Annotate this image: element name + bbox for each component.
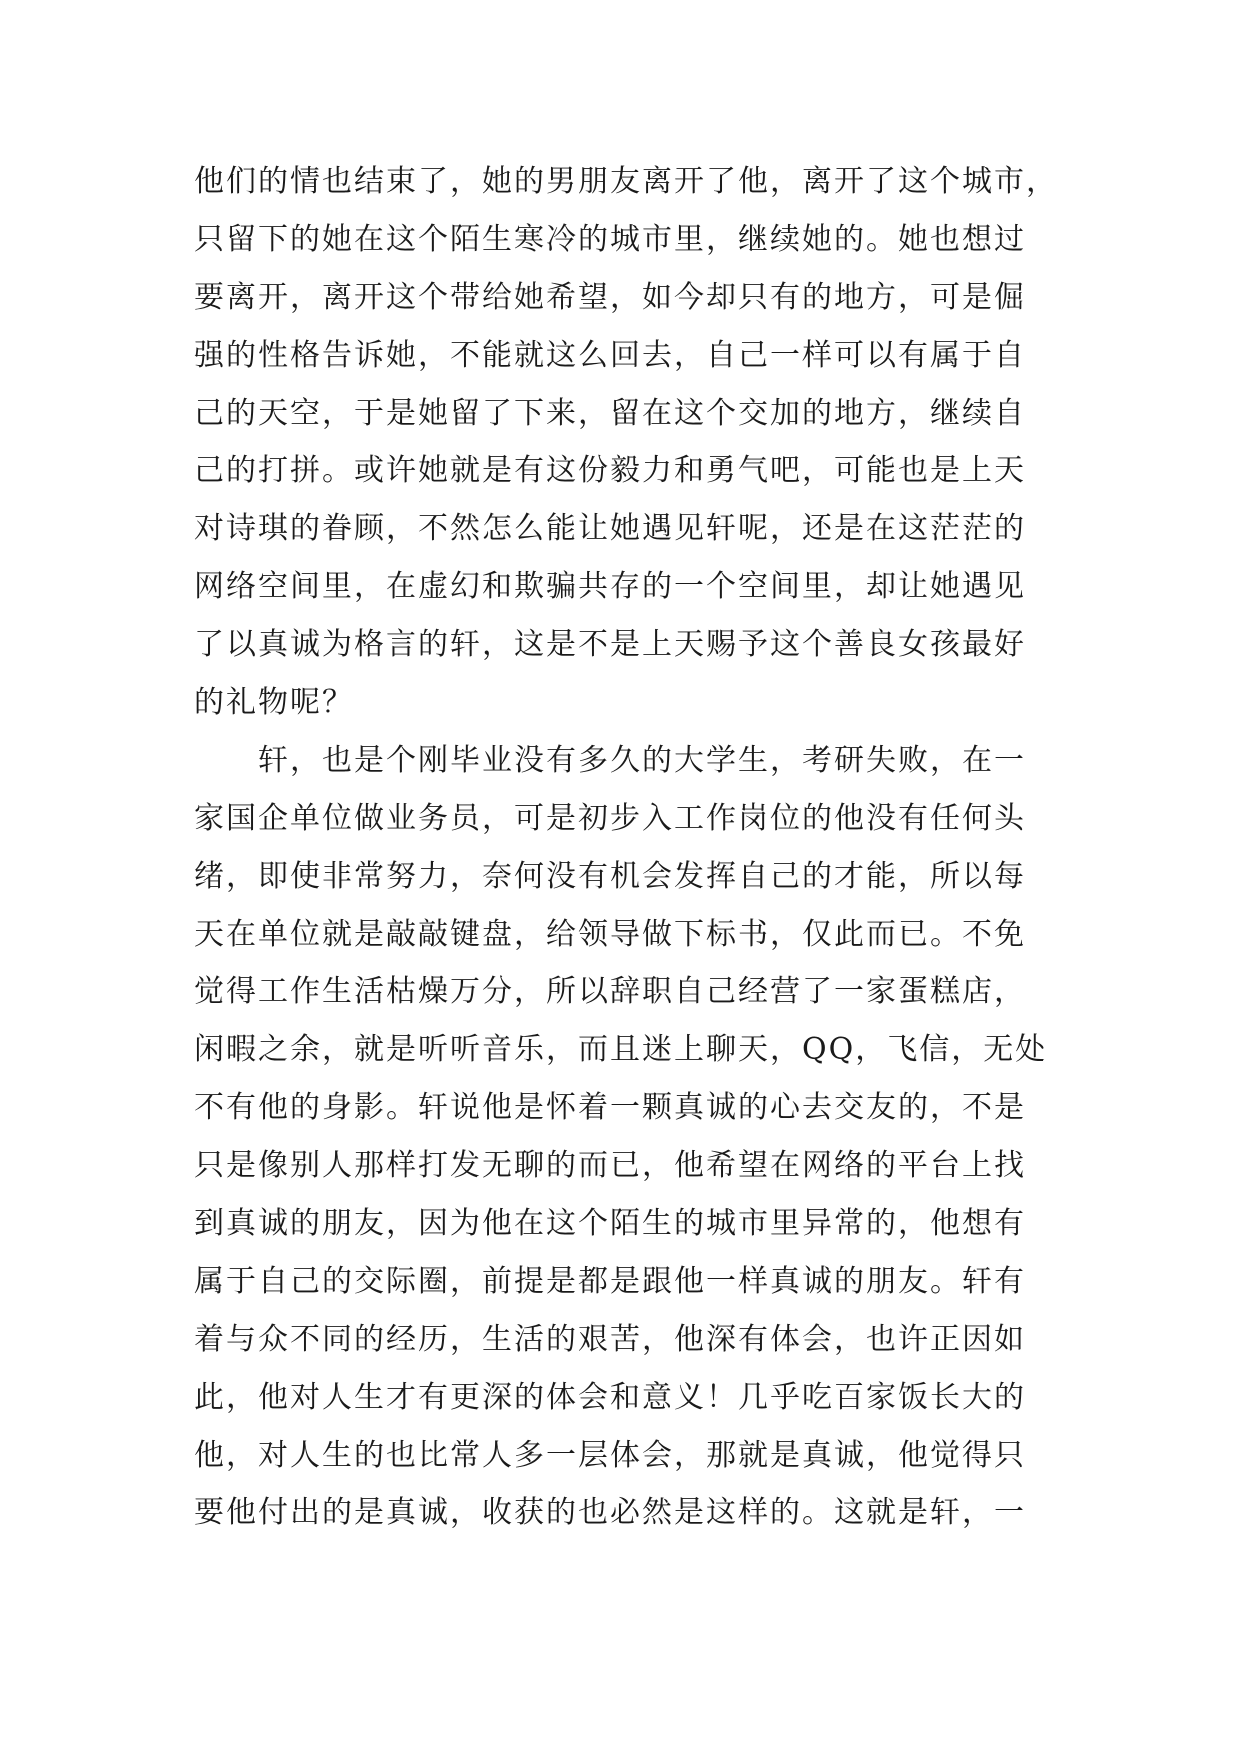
text-line: 网络空间里，在虚幻和欺骗共存的一个空间里，却让她遇见 (194, 569, 1026, 605)
text-line: 只留下的她在这个陌生寒冷的城市里，继续她的。她也想过 (194, 221, 1026, 257)
text-line: 他，对人生的也比常人多一层体会，那就是真诚，他觉得只 (194, 1437, 1026, 1473)
text-line: 己的天空，于是她留了下来，留在这个交加的地方，继续自 (194, 395, 1026, 431)
text-line: 他们的情也结束了，她的男朋友离开了他，离开了这个城市， (194, 164, 1058, 199)
text-line: 着与众不同的经历，生活的艰苦，他深有体会，也许正因如 (194, 1321, 1026, 1357)
text-line: 强的性格告诉她，不能就这么回去，自己一样可以有属于自 (194, 337, 1026, 373)
text-line: 只是像别人那样打发无聊的而已，他希望在网络的平台上找 (194, 1148, 1026, 1184)
text-line: 己的打拼。或许她就是有这份毅力和勇气吧，可能也是上天 (194, 453, 1026, 489)
text-line: 不有他的身影。轩说他是怀着一颗真诚的心去交友的，不是 (194, 1090, 1026, 1126)
text-line: 觉得工作生活枯燥万分，所以辞职自己经营了一家蛋糕店， (194, 974, 1026, 1010)
text-line: 对诗琪的眷顾，不然怎么能让她遇见轩呢，还是在这茫茫的 (194, 511, 1026, 547)
text-line: 天在单位就是敲敲键盘，给领导做下标书，仅此而已。不免 (194, 916, 1026, 952)
text-line: 此，他对人生才有更深的体会和意义！几乎吃百家饭长大的 (194, 1379, 1026, 1415)
text-line: 绪，即使非常努力，奈何没有机会发挥自己的才能，所以每 (194, 858, 1026, 894)
body-text (194, 153, 1064, 1542)
paragraph-start-line: 轩，也是个刚毕业没有多久的大学生，考研失败，在一 (194, 742, 1026, 778)
text-line: 的礼物呢？ (194, 685, 354, 721)
text-line: 要离开，离开这个带给她希望，如今却只有的地方，可是倔 (194, 279, 1026, 315)
text-line: 家国企单位做业务员，可是初步入工作岗位的他没有任何头 (194, 800, 1026, 836)
text-line: 到真诚的朋友，因为他在这个陌生的城市里异常的，他想有 (194, 1206, 1026, 1242)
text-line: 了以真诚为格言的轩，这是不是上天赐予这个善良女孩最好 (194, 627, 1026, 663)
text-line: 要他付出的是真诚，收获的也必然是这样的。这就是轩，一 (194, 1495, 1026, 1531)
text-line: 闲暇之余，就是听听音乐，而且迷上聊天，QQ，飞信，无处 (194, 1032, 1048, 1068)
text-line: 属于自己的交际圈，前提是都是跟他一样真诚的朋友。轩有 (194, 1263, 1026, 1299)
